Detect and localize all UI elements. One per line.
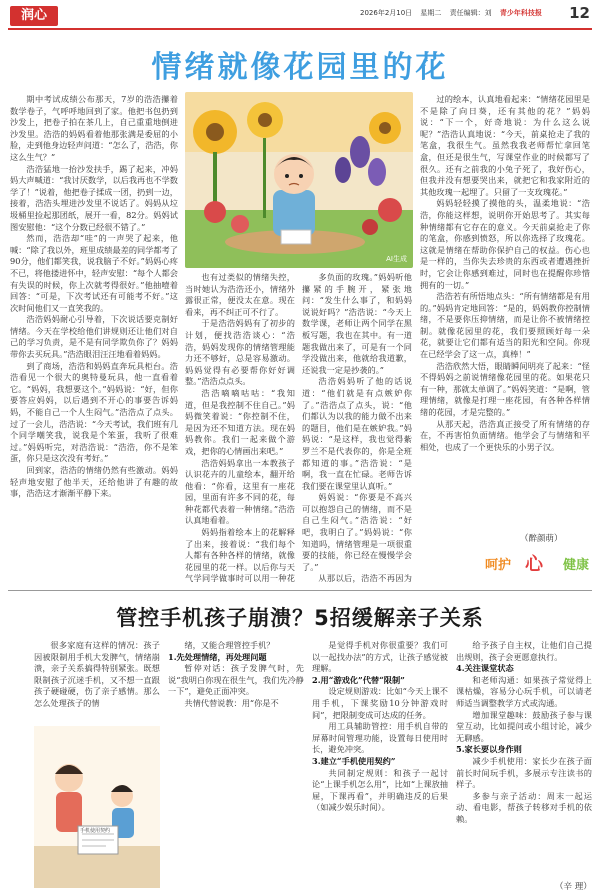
- paragraph: 用工具辅助管控：用手机自带的屏幕时间管理功能，设置每日使用时长，避免冲突。: [312, 721, 448, 755]
- paragraph: 浩浩妈妈拿出一本教孩子认识花卉的儿童绘本，翻开给他看：“你看，这里有一座花园，里面有许多不同的花，每种花都代表着一种情绪。”浩浩认真地看着。: [185, 457, 295, 526]
- contract-caption: 手机使用契约: [80, 828, 111, 834]
- paragraph: 共情代替说教：用“你是不: [184, 697, 279, 708]
- paragraph: 绪，又能合理管控手机？: [184, 640, 275, 650]
- paragraph: 于是浩浩妈妈有了初步的计划，便找浩浩谈心：“浩浩，妈妈发现你的情绪管理能力还不够好，总是容易激动。妈妈觉得有必要帮你好好调整。”浩浩点点头。: [185, 318, 295, 387]
- paragraph: 到了商场，浩浩和妈妈直奔玩具柜台。浩浩看见一个很大的奥特曼玩具，他一直看着它。“妈妈，我想要这个。”妈妈说：“好，但你要答应妈妈，以后遇到不开心的事要告诉妈妈，不能自己一个人生闷气。”浩浩点了点头。过了一会儿，浩浩说：“今天考试，我们班有几个同学嘲笑我，说我是个笨蛋，我听了很难过。”妈妈听完，对浩浩说：“浩浩，你不是笨蛋，你只是这次没有考好。”: [10, 360, 178, 464]
- paragraph: 过的绘本，认真地看起来：“情绪花园里是不是除了向日葵，还有其他的花？”妈妈说：“下一个，好奇地说：为什么这么说呢？”浩浩认真地说：“今天，前桌抢走了我的笔盒，我很生气。虽然我我老师帮忙拿回笔盒，但还是很生气，写课堂作业的时候都写了很久。还有之前我的小兔子死了，我好伤心，但我并没有想要哭出来，就把它和我家附近的其他玫瑰一起埋了。只留了一支玫瑰花。”: [420, 94, 590, 197]
- article2-title: 管控手机孩子崩溃？5招缓解亲子关系: [116, 606, 484, 630]
- article1-title: 情绪就像花园里的花: [151, 50, 449, 85]
- article1-illustration: [185, 92, 413, 268]
- paragraph: 共同制定规则：和孩子一起讨论“上课手机怎么用”，比如“上课放抽屉，下课再看”，并明确违反的后果（如减少娱乐时间）。: [312, 767, 448, 813]
- paragraph: 期中考试成绩公布那天，7岁的浩浩攥着数学卷子，气呼呼地回到了家。他把书包扔到沙发上，把卷子拍在茶几上，自己重重地倒进沙发里。浩浩的妈妈看着他那张满是委屈的小脸，走到他身边轻声问道：“怎么了，浩浩，你这么生气？”: [10, 94, 178, 162]
- article1-col2: [185, 272, 295, 584]
- paragraph: 4.关注课堂状态: [456, 663, 514, 674]
- ai-generated-watermark: AI生成: [386, 255, 407, 263]
- paragraph: 给予孩子自主权，让他们自己提出规则，孩子会更愿意执行。: [456, 640, 592, 662]
- header-weekday: 星期二: [420, 9, 442, 17]
- article2-col4: [456, 640, 592, 880]
- header-rule: [8, 28, 592, 30]
- paragraph: 是觉得手机对你很重要？我们可以一起找办法”的方式，让孩子感觉被理解。: [312, 640, 448, 674]
- paragraph: 很多家庭有这样的情况：孩子因被限制用手机大发脾气，情绪崩溃，亲子关系搞得特别紧张。既想限制孩子沉迷手机，又不想一直跟孩子硬碰硬，伤了亲子感情。那么怎么处理孩子的情: [34, 640, 160, 708]
- paragraph: 浩浩妈妈耐心引导着，下次说话要克制好情绪。今天在学校给他们讲规则还让他们对自己的学习负责，是不是有同学欺负你了？妈妈带你去买玩具。”浩浩眼泪汪汪地看着妈妈。: [10, 314, 178, 360]
- paragraph: 从那以后，浩浩不再因为: [318, 573, 412, 584]
- boy-in-garden-illustration: [185, 92, 413, 268]
- paragraph: 妈妈指着绘本上的花解释了出来，接着说：“我们每个人都有各种各样的情绪，就像花园里的花一样。以后你与天气学同学做事时可以用一种花: [185, 527, 295, 584]
- paragraph: 浩浩嘀嘀咕咕：“我知道，但是我控制不住自己。”妈妈微笑着说：“你控制不住，是因为还不知道方法。现在妈妈教你。我们一起来做个游戏，把你的心情画出来吧。”: [185, 387, 295, 456]
- header-meta: [360, 8, 548, 18]
- page-number: 12: [569, 4, 590, 22]
- header-paper-name: 青少年科技报: [499, 9, 542, 17]
- paragraph: 回到家，浩浩的情绪仍然有些激动。妈妈轻声地安慰了他半天，还给他讲了有趣的故事，浩浩这才渐渐平静下来。: [10, 465, 178, 499]
- article1-col4: [420, 94, 590, 526]
- paragraph: 5.家长要以身作则: [456, 744, 522, 755]
- paragraph: 浩浩猛地一抬沙发扶手，踢了起来，冲妈妈大声喊道：“我讨厌数学，以后我再也不学数学了！”说着，他把卷子揉成一团，扔到一边，接着，浩浩头埋进沙发里不说话了。妈妈从垃圾桶里捡起那团纸，展开一看，82分。妈妈试图安慰他：“这个分数已经很不错了。”: [10, 163, 178, 232]
- paragraph: 增加课堂趣味：鼓励孩子参与课堂互动，比如提问或小组讨论，减少无聊感。: [456, 709, 592, 743]
- article1-col1: [10, 94, 178, 584]
- paragraph: 设定规则游戏：比如“今天上课不用手机，下课奖励10分钟游戏时间”，把限制变成可达成的任务。: [312, 686, 448, 720]
- article2-col1: [34, 640, 160, 724]
- banner-right: 健康: [562, 558, 589, 573]
- column-banner: [485, 550, 589, 580]
- paragraph: 减少手机使用：家长少在孩子面前长时间玩手机，多展示专注读书的样子。: [456, 755, 592, 790]
- paragraph: 暂停对话：孩子发脾气时，先说“我明白你现在很生气，我们先冷静一下”，避免正面冲突。: [168, 663, 304, 697]
- article2-illustration: [34, 726, 160, 888]
- paragraph: 然而，浩浩却“哇”的一声哭了起来，他喊：“除了我以外，班里成绩最差的同学都考了90分，他们都笑我，说我脑子不好。”妈妈心疼不已，将他搂进怀中，轻声安慰：“每个人都会有失误的时候，你上次就考得很好。”他抽噎着回答：“可是，下次考试还有可能考不好。”这次时间他们又一直笑我的。: [10, 233, 178, 313]
- banner-left: 呵护: [485, 558, 512, 573]
- paragraph: 浩浩若有所悟地点头：“所有情绪都是有用的。”妈妈肯定地回答：“是的，妈妈教你控制情绪，不是要你压抑情绪，而是让你不被情绪控制。就像花园里的花，我们要照顾好每一朵花，就要让它们都有适当的阳光和空间。你现在已经学会了这一点，真棒！”: [420, 291, 590, 360]
- parent-child-contract-illustration: [34, 726, 160, 888]
- paragraph: 多负面的玫瑰。”妈妈听他攥紧的手腕开，紧张地问：“发生什么事了，和妈妈说说好吗？”浩浩说：“今天上数学课，老师让两个同学在黑板写题，我也在其中。有一道题我做出来了，可是有一个同学没做出来，他就给我道歉，还说我一定是抄袭的。”: [302, 272, 412, 375]
- article1-author: （醉颜萌）: [520, 534, 563, 544]
- paragraph: 1.先处理情绪，再处理问题: [168, 651, 267, 662]
- paragraph: 从那天起，浩浩真正接受了所有情绪的存在，不再害怕负面情绪。他学会了与情绪和平相处，也成了一个更快乐的小男子汉。: [420, 418, 590, 452]
- paragraph: 浩浩妈妈听了他的话说道：“他们就是有点嫉妒你了。”浩浩点了点头，说：“他们都认为以我的能力做不出来的题目，他们是在嫉妒我。”妈妈说：“是这样，我也觉得紫罗兰不是代表你的，你是全班都知道的事。”浩浩说：“是啊，我一直在忙碌。老师告诉我们要在课堂里认真听。”: [302, 376, 412, 491]
- paragraph: 多参与亲子活动：周末一起运动、看电影，帮孩子转移对手机的依赖。: [456, 790, 592, 824]
- header-date: 2026年2月10日: [360, 9, 413, 17]
- page-header: [0, 0, 600, 30]
- article2-author: （辛 理）: [555, 882, 592, 892]
- paragraph: 妈妈轻轻摸了摸他的头，温柔地说：“浩浩，你能这样想，说明你开始思考了。其实每种情绪都有它存在的意义。今天前桌抢走了你的笔盒，你感到愤怒，所以你选择了玫瑰花。这就是情绪在帮助你保护自己的权益。伤心也是一样的，当你失去珍贵的东西或者遭遇挫折时，它会让你感到难过，同时也在提醒你珍惜拥有的一切。”: [420, 198, 590, 290]
- paragraph: 和老师沟通：如果孩子常觉得上课枯燥，容易分心玩手机，可以请老师适当调整教学方式或沟通。: [456, 674, 592, 708]
- paragraph: 2.用“游戏化”代替“限制”: [312, 674, 405, 685]
- banner-middle: 心: [525, 554, 543, 575]
- article-divider: [8, 590, 592, 591]
- article1-col3: [302, 272, 412, 584]
- paragraph: 浩浩欣然大悟，眼睛瞬间明亮了起来：“怪不得妈妈之前说情绪像花园里的花。如果花只有一种，那就太单调了。”妈妈笑道：“是啊，管理情绪，就像是打理一座花园，有各种各样情绪的花园，才是完整的。”: [420, 360, 590, 418]
- paragraph: 3.建立“手机使用契约”: [312, 755, 396, 766]
- paragraph: 也有过类似的情绪失控，当时她认为浩浩还小，情绪外露很正常，便没太在意。现在看来，再不纠正可不行了。: [185, 272, 295, 317]
- article2-col2: [168, 640, 304, 890]
- article2-col3: [312, 640, 448, 890]
- header-editor: 责任编辑：刘: [449, 9, 492, 17]
- section-tag: 润心: [10, 6, 58, 26]
- paragraph: 妈妈说：“你要是不高兴可以抱怨自己的情绪，而不是自己生闷气。”浩浩说：“好吧，我明白了。”妈妈说：“你知道吗，情绪管理是一项很重要的技能，你已经在慢慢学会了。”: [302, 492, 412, 572]
